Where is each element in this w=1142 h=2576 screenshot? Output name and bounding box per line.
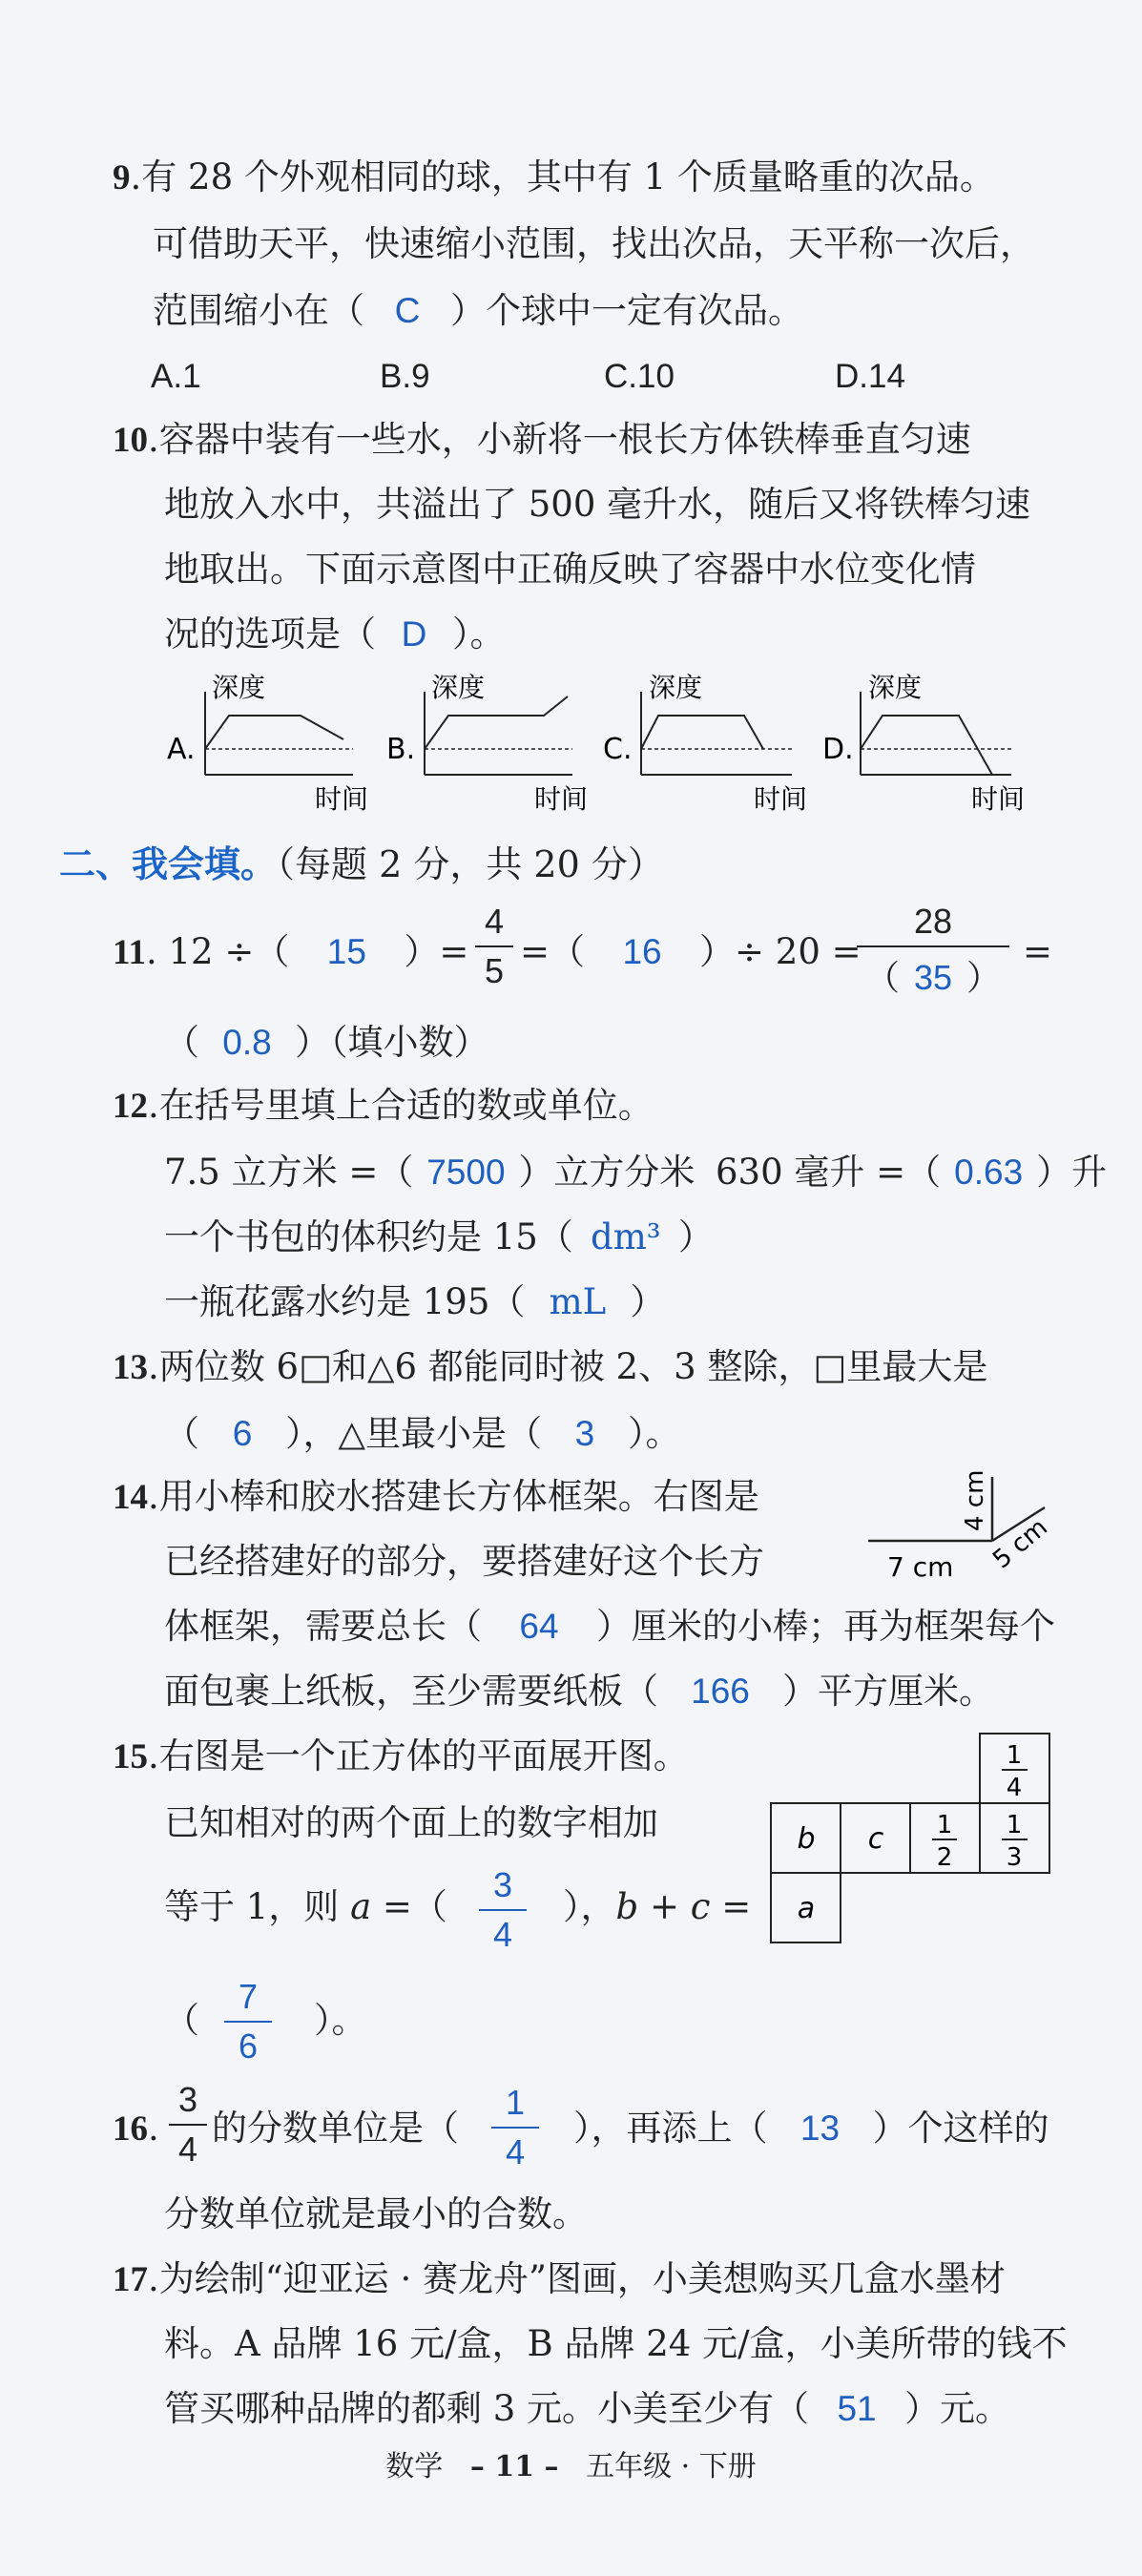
q10-line2: 地放入水中，共溢出了 500 毫升水，随后又将铁棒匀速	[164, 484, 1031, 525]
q11-fraction2-den: （ 35 ）	[864, 958, 1002, 997]
q16-answer1	[491, 2083, 539, 2172]
page-footer	[0, 2442, 1142, 2484]
q15-line3b	[563, 1887, 751, 1928]
q11-fraction-den: 5	[484, 951, 505, 990]
q12-l2c: 630 毫升 =（	[716, 1152, 942, 1193]
q9-text1: .有 28 个外观相同的球，其中有 1 个质量略重的次品。	[130, 156, 995, 197]
q14-l3a: 体框架，需要总长（	[164, 1606, 482, 1647]
q15-l4b: ）。	[314, 2000, 367, 2041]
q11-paren-open: （	[164, 1022, 199, 1063]
q16-dot: .	[148, 2108, 159, 2149]
q10-text1: .容器中装有一些水，小新将一根长方体铁棒垂直匀速	[148, 419, 971, 460]
q9-line2: 可借助天平，快速缩小范围，找出次品，天平称一次后，	[153, 223, 1035, 264]
graph-b	[386, 673, 588, 815]
net-face-c: c	[867, 1822, 884, 1856]
q11-p6: （填小数）	[330, 1022, 489, 1063]
q16-number-wrap	[113, 2109, 159, 2150]
q11-fraction	[475, 902, 513, 991]
section-2-note: （每题 2 分，共 20 分）	[277, 843, 664, 885]
q11-number: 11	[113, 933, 146, 972]
q10-answer: D	[401, 614, 427, 654]
graph-b-letter: B.	[386, 733, 416, 766]
footer-page-number: – 11 –	[469, 2450, 559, 2483]
q12-l2b: ）立方分米	[518, 1152, 696, 1193]
q11-fraction-num: 4	[484, 902, 505, 941]
net-quarter-den: 4	[1006, 1774, 1023, 1802]
net-quarter-num: 1	[1006, 1741, 1023, 1770]
q16-p3: ）个这样的	[872, 2108, 1049, 2149]
q15-var-bc: b + c	[615, 1886, 711, 1927]
q12-l4a: 一瓶花露水约是 195（	[164, 1281, 526, 1322]
q15-answer2-num: 7	[238, 1977, 259, 2016]
q10-line1	[113, 420, 971, 462]
q9-number: 9	[113, 158, 131, 197]
graph-d-ylabel: 深度	[868, 673, 923, 703]
net-face-b: b	[797, 1822, 816, 1856]
q9-option-a: A.1	[151, 358, 201, 395]
q16-answer2: 13	[799, 2109, 841, 2148]
q11-answer2: 16	[622, 932, 662, 971]
graph-d	[822, 673, 1025, 815]
q11-line1b	[520, 932, 862, 973]
q15-line2: 已知相对的两个面上的数字相加	[164, 1802, 658, 1843]
net-third-den: 3	[1006, 1843, 1023, 1872]
graph-d-letter: D.	[822, 733, 854, 766]
q15-number: 15	[113, 1737, 148, 1776]
q10-graphs	[162, 673, 1049, 821]
q14-number: 14	[113, 1478, 148, 1517]
q14-dim-height: 4 cm	[961, 1469, 989, 1531]
q16-answer1-bar	[491, 2127, 539, 2129]
q14-line2: 已经搭建好的部分，要搭建好这个长方	[164, 1541, 764, 1582]
q16-number: 16	[113, 2109, 148, 2149]
graph-d-xlabel: 时间	[971, 783, 1026, 815]
q12-l4b: ）	[630, 1281, 666, 1322]
q17-line2: 料。A 品牌 16 元/盒，B 品牌 24 元/盒，小美所带的钱不	[164, 2323, 1068, 2364]
section-2-title: 二、我会填。	[59, 843, 278, 885]
footer-subject: 数学	[385, 2450, 444, 2483]
q17-text1: .为绘制“迎亚运 · 赛龙舟”图画，小美想购买几盒水墨材	[148, 2258, 1006, 2299]
q16-p2: ），再添上（	[573, 2108, 768, 2149]
q12-l2d: ）升	[1036, 1152, 1108, 1193]
q15-l3c: ），	[563, 1886, 616, 1927]
q14-line3	[164, 1607, 1055, 1648]
q17-number: 17	[113, 2260, 148, 2299]
q15-answer1	[479, 1865, 527, 1955]
q12-answer2: 0.63	[954, 1153, 1024, 1192]
q11-fraction2-num: 28	[913, 902, 953, 941]
q15-cube-net	[768, 1732, 1054, 1946]
graph-c	[603, 673, 807, 815]
q11-p1: . 12 ÷（	[145, 931, 290, 972]
q10-line3: 地取出。下面示意图中正确反映了容器中水位变化情	[164, 549, 976, 590]
q13-line1	[113, 1347, 987, 1389]
q12-line4	[164, 1282, 665, 1323]
q17-l3a: 管买哪种品牌的都剩 3 元。小美至少有（	[164, 2388, 810, 2429]
q11-paren-close: ）	[295, 1022, 330, 1063]
q13-answer1: 6	[232, 1414, 253, 1453]
q11-p2: ）=	[404, 931, 469, 972]
graph-c-letter: C.	[603, 733, 633, 766]
q16-answer1-num: 1	[505, 2083, 526, 2122]
q13-answer2: 3	[574, 1414, 595, 1453]
q15-l3d: =	[721, 1886, 752, 1927]
graph-a-ylabel: 深度	[212, 673, 266, 703]
footer-grade: 五年级 · 下册	[586, 2450, 757, 2483]
q16-fraction-den: 4	[177, 2129, 198, 2169]
section-2-heading	[59, 835, 664, 887]
graph-b-xlabel: 时间	[534, 783, 589, 815]
q10-line4	[164, 614, 506, 655]
q9-option-b: B.9	[380, 358, 430, 395]
q11-answer4: 0.8	[222, 1023, 272, 1062]
q14-line4	[164, 1672, 994, 1713]
q14-text1: .用小棒和胶水搭建长方体框架。右图是	[148, 1476, 759, 1517]
q9-option-c: C.10	[604, 358, 675, 395]
q17-line3	[164, 2389, 1010, 2430]
q16-fraction	[169, 2080, 207, 2170]
graph-a	[167, 673, 368, 815]
q16-fraction-bar	[169, 2124, 207, 2126]
q15-l3b: =（	[382, 1886, 447, 1927]
q15-var-a: a	[350, 1886, 372, 1927]
q13-line2	[164, 1414, 680, 1455]
graph-a-letter: A.	[167, 733, 196, 766]
q12-l3a: 一个书包的体积约是 15（	[164, 1216, 573, 1257]
q11-line1	[113, 932, 468, 974]
q13-text1: .两位数 6□和△6 都能同时被 2、3 整除，□里最大是	[148, 1346, 988, 1387]
q12-line2b	[716, 1153, 1107, 1194]
net-third-num: 1	[1006, 1811, 1023, 1839]
q14-l4b: ）平方厘米。	[782, 1671, 994, 1712]
q15-line3	[164, 1887, 447, 1928]
q14-line1	[113, 1477, 759, 1519]
q12-line2a	[164, 1153, 695, 1194]
q14-dim-width: 5 cm	[987, 1512, 1053, 1575]
q11-fraction-bar	[475, 945, 513, 947]
q17-answer: 51	[837, 2389, 877, 2428]
graph-b-ylabel: 深度	[431, 673, 486, 703]
graph-a-xlabel: 时间	[315, 783, 369, 815]
q11-answer1: 15	[326, 932, 366, 971]
q14-answer2: 166	[691, 1672, 750, 1711]
q9-option-d: D.14	[835, 358, 905, 395]
net-half-num: 1	[936, 1811, 953, 1839]
q15-answer2-den: 6	[238, 2026, 259, 2066]
q15-answer1-den: 4	[492, 1915, 513, 1954]
q12-number: 12	[113, 1087, 148, 1126]
q9-line1	[113, 157, 995, 199]
q16-line1	[212, 2109, 1049, 2150]
net-half-den: 2	[936, 1843, 953, 1872]
q15-answer1-bar	[479, 1909, 527, 1911]
q15-line1	[113, 1736, 689, 1778]
q15-text1: .右图是一个正方体的平面展开图。	[148, 1735, 689, 1776]
graph-c-xlabel: 时间	[754, 783, 808, 815]
q9-text3a: 范围缩小在（	[153, 290, 364, 331]
q12-answer4: mL	[549, 1281, 607, 1322]
q9-line3	[153, 291, 803, 332]
q14-answer1: 64	[519, 1607, 559, 1646]
q12-answer3: dm³	[591, 1216, 661, 1257]
q16-line2: 分数单位就是最小的合数。	[164, 2193, 588, 2234]
q14-l3b: ）厘米的小棒；再为框架每个	[596, 1606, 1055, 1647]
q10-number: 10	[113, 421, 148, 460]
q10-text4a: 况的选项是（	[164, 613, 376, 654]
q11-answer3: 35	[913, 958, 953, 997]
q13-number: 13	[113, 1348, 148, 1387]
q12-line3	[164, 1217, 714, 1258]
q12-l3b: ）	[677, 1216, 714, 1257]
q12-l2a: 7.5 立方米 =（	[164, 1152, 414, 1193]
q11-fraction2	[857, 902, 1009, 1000]
net-face-a: a	[797, 1892, 816, 1925]
q11-fraction2-bar	[857, 945, 1009, 947]
q16-p1: 的分数单位是（	[212, 2108, 459, 2149]
q13-l2c: ）。	[627, 1413, 681, 1454]
q16-answer1-den: 4	[505, 2132, 526, 2171]
q11-p4: ）÷ 20 =	[699, 931, 862, 972]
q15-l4a: （	[164, 2000, 199, 2041]
graph-c-ylabel: 深度	[649, 673, 703, 703]
q12-text1: .在括号里填上合适的数或单位。	[148, 1085, 654, 1126]
q9-answer: C	[394, 291, 421, 330]
q13-l2b: ），△里最小是（	[285, 1413, 542, 1454]
q15-answer1-num: 3	[492, 1865, 513, 1904]
q14-frame-diagram	[849, 1469, 1059, 1593]
q12-answer1: 7500	[426, 1153, 506, 1192]
q9-text3b: ）个球中一定有次品。	[450, 290, 803, 331]
q17-l3b: ）元。	[904, 2388, 1011, 2429]
q15-answer2-bar	[224, 2021, 272, 2023]
q15-answer2	[224, 1977, 272, 2067]
q16-fraction-num: 3	[177, 2080, 198, 2119]
q14-dim-length: 7 cm	[887, 1551, 954, 1583]
q11-line2	[164, 1023, 489, 1064]
q13-l2a: （	[164, 1413, 199, 1454]
q15-l3a: 等于 1，则	[164, 1886, 340, 1927]
q11-equals: =	[1023, 931, 1053, 972]
q12-line1	[113, 1086, 654, 1128]
q11-p3: =（	[520, 931, 586, 972]
q17-line1	[113, 2259, 1006, 2301]
q14-l4a: 面包裹上纸板，至少需要纸板（	[164, 1671, 658, 1712]
q10-text4b: ）。	[452, 613, 506, 654]
